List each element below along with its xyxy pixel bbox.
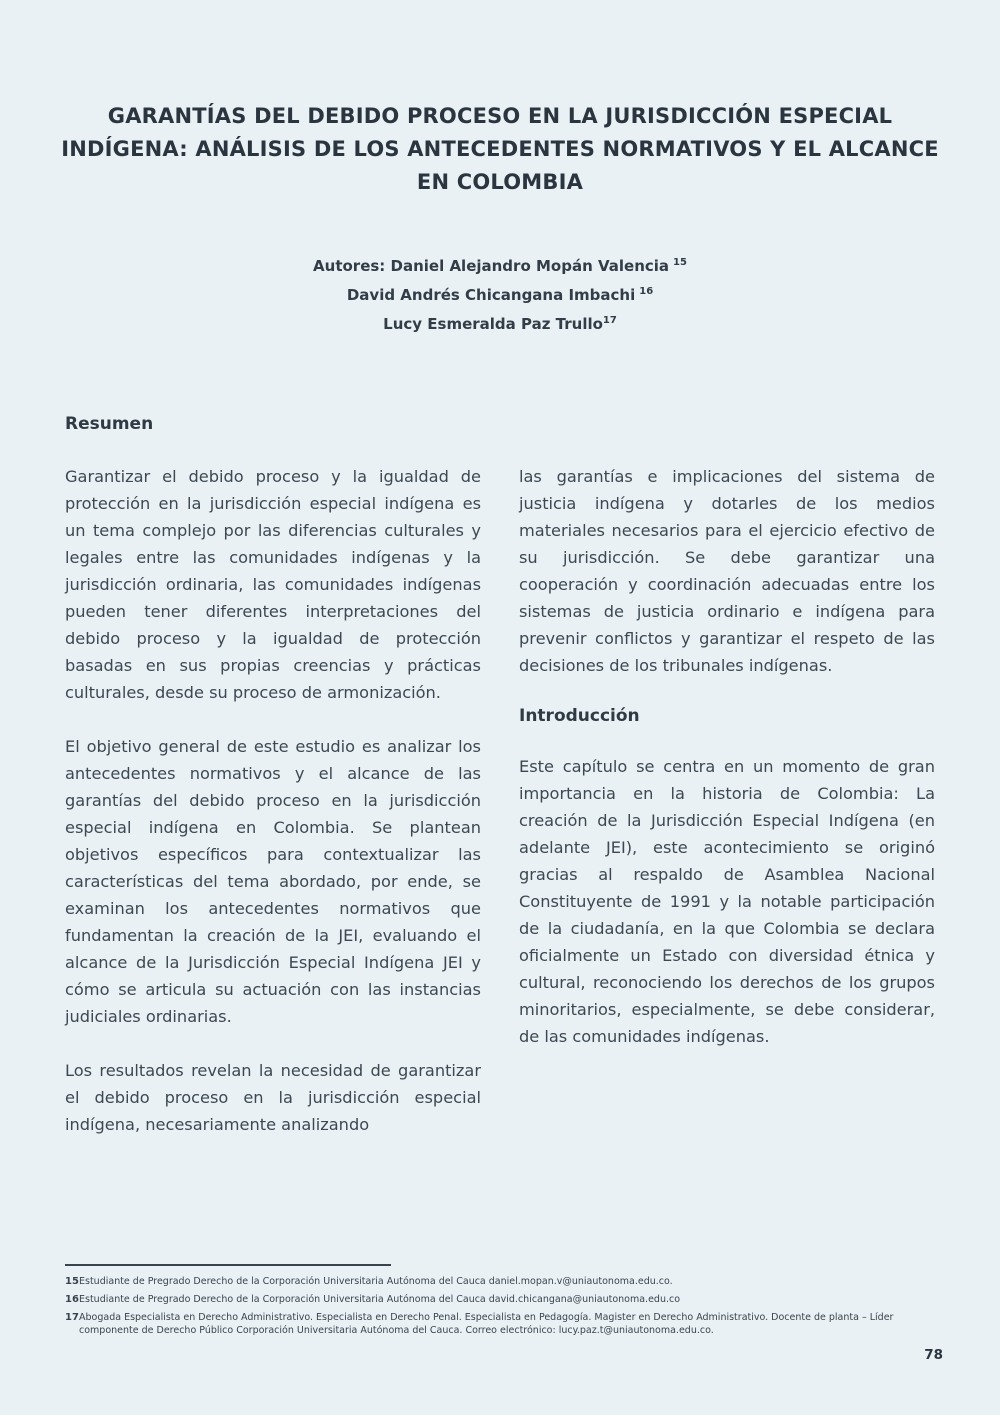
footnotes-section [65, 1264, 942, 1342]
footnote-15 [65, 1275, 942, 1288]
resumen-heading: Resumen [65, 414, 154, 434]
introduccion-paragraph: Este capítulo se centra en un momento de gran importancia en la historia de Colombia: La creación de la Jurisdicción Especial Indígena (en adelante JEI), este acontecimiento se originó gracias al respaldo de Asamblea Nacional Constituyente de 1991 y la notable participación de la ciudadanía, en la que Colombia se declara oficialmente un Estado con diversidad étnica y cultural, reconociendo los derechos de los grupos minoritarios, especialmente, se debe considerar, de las comunidades indígenas. [519, 757, 935, 1046]
resumen-paragraph-3: Los resultados revelan la necesidad de garantizar el debido proceso en la jurisdicción especial indígena, necesariamente analizando [65, 1061, 481, 1134]
author-line [0, 282, 1000, 311]
footnote-number: 16 [65, 1294, 79, 1305]
left-column [65, 463, 481, 1165]
footnote-text: Estudiante de Pregrado Derecho de la Corporación Universitaria Autónoma del Cauca david.chicangana@uniautonoma.edu.co [79, 1294, 681, 1305]
introduccion-heading: Introducción [519, 706, 640, 726]
resumen-paragraph-1: Garantizar el debido proceso y la igualdad de protección en la jurisdicción especial indígena es un tema complejo por las diferencias culturales y legales entre las comunidades indígenas y la jurisdicción ordinaria, las comunidades indígenas pueden tener diferentes interpretaciones del debido proceso y la igualdad de protección basadas en sus propias creencias y prácticas culturales, desde su proceso de armonización. [65, 467, 481, 702]
author-footnote-ref: 16 [639, 286, 654, 297]
paper-title: GARANTÍAS DEL DEBIDO PROCESO EN LA JURISDICCIÓN ESPECIAL INDÍGENA: ANÁLISIS DE LOS ANTECEDENTES NORMATIVOS Y EL ALCANCE EN COLOMBIA [61, 104, 939, 194]
page-content [0, 414, 1000, 1165]
author-name: David Andrés Chicangana Imbachi [346, 286, 636, 304]
author-line [0, 311, 1000, 340]
author-line [0, 253, 1000, 282]
resumen-paragraph-2: El objetivo general de este estudio es analizar los antecedentes normativos y el alcance de las garantías del debido proceso en la jurisdicción especial indígena en Colombia. Se plantean objetivos específicos para contextualizar las características del tema abordado, por ende, se examinan los antecedentes normativos que fundamentan la creación de la JEI, evaluando el alcance de la Jurisdicción Especial Indígena JEI y cómo se articula su actuación con las instancias judiciales ordinarias. [65, 737, 481, 1026]
two-column-layout [65, 463, 935, 1165]
authors-block [0, 253, 1000, 340]
page-number: 78 [924, 1347, 943, 1363]
author-footnote-ref: 15 [673, 257, 687, 268]
footnote-number: 17 [65, 1312, 79, 1323]
footnote-separator [65, 1264, 391, 1266]
resumen-paragraph-4: las garantías e implicaciones del sistema de justicia indígena y dotarles de los medios materiales necesarios para el ejercicio efectivo de su jurisdicción. Se debe garantizar una cooperación y coordinación adecuadas entre los sistemas de justicia ordinario e indígena para prevenir conflictos y garantizar el respeto de las decisiones de los tribunales indígenas. [519, 467, 935, 675]
author-footnote-ref: 17 [602, 315, 617, 326]
author-name: Lucy Esmeralda Paz Trullo [383, 315, 603, 333]
author-name: Autores: Daniel Alejandro Mopán Valencia [313, 257, 670, 275]
footnote-16 [65, 1293, 942, 1306]
right-column [519, 463, 935, 1165]
footnote-17 [65, 1311, 942, 1337]
footnote-number: 15 [65, 1276, 79, 1287]
footnote-text: Estudiante de Pregrado Derecho de la Corporación Universitaria Autónoma del Cauca daniel.mopan.v@uniautonoma.edu.co. [79, 1276, 673, 1287]
footnote-text: Abogada Especialista en Derecho Administrativo. Especialista en Derecho Penal. Especialista en Pedagogía. Magister en Derecho Administrativo. Docente de planta – Líder componente de Derecho Público Corporación Universitaria Autónoma del Cauca. Correo electrónico: lucy.paz.t@uniautonoma.edu.co. [79, 1312, 894, 1336]
